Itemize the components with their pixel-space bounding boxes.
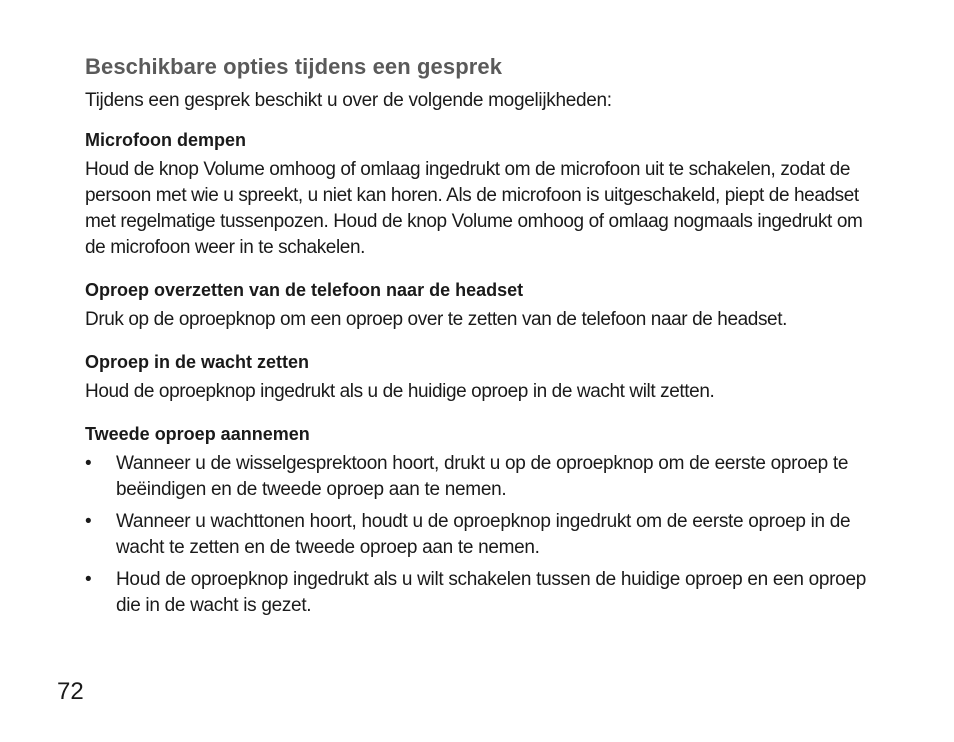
list-item bbox=[85, 451, 885, 503]
bullet-icon: • bbox=[85, 511, 92, 532]
section-body: Houd de oproepknop ingedrukt als u de huidige oproep in de wacht wilt zetten. bbox=[85, 381, 715, 402]
page-title: Beschikbare opties tijdens een gesprek bbox=[85, 54, 503, 79]
section-heading: Oproep in de wacht zetten bbox=[85, 352, 310, 372]
section-tweede-oproep bbox=[85, 421, 885, 619]
section-microfoon-dempen bbox=[85, 127, 885, 261]
section-heading: Tweede oproep aannemen bbox=[85, 424, 310, 444]
page-content bbox=[85, 52, 885, 625]
list-item-text: Houd de oproepknop ingedrukt als u wilt schakelen tussen de huidige oproep en een oproep die in de wacht is gezet. bbox=[116, 569, 866, 616]
list-item-text: Wanneer u wachttonen hoort, houdt u de oproepknop ingedrukt om de eerste oproep in de wacht te zetten en de tweede oproep aan te nemen. bbox=[116, 511, 851, 558]
section-oproep-in-wacht bbox=[85, 349, 885, 405]
bullet-list bbox=[85, 451, 885, 619]
bullet-icon: • bbox=[85, 569, 92, 590]
list-item-text: Wanneer u de wisselgesprektoon hoort, drukt u op de oproepknop om de eerste oproep te beëindigen en de tweede oproep aan te nemen. bbox=[116, 453, 849, 500]
intro-text: Tijdens een gesprek beschikt u over de volgende mogelijkheden: bbox=[85, 90, 612, 111]
list-item bbox=[85, 509, 885, 561]
section-heading: Microfoon dempen bbox=[85, 130, 246, 150]
section-body: Druk op de oproepknop om een oproep over te zetten van de telefoon naar de headset. bbox=[85, 309, 787, 330]
section-oproep-overzetten bbox=[85, 277, 885, 333]
section-heading: Oproep overzetten van de telefoon naar de headset bbox=[85, 280, 524, 300]
page-number: 72 bbox=[57, 678, 84, 705]
bullet-icon: • bbox=[85, 453, 92, 474]
section-body: Houd de knop Volume omhoog of omlaag ingedrukt om de microfoon uit te schakelen, zodat de persoon met wie u spreekt, u niet kan horen. Als de microfoon is uitgeschakeld, piept de headset met regelmatige tussenpozen. Houd de knop Volume omhoog of omlaag nogmaals ingedrukt om de microfoon weer in te schakelen. bbox=[85, 159, 863, 258]
list-item bbox=[85, 567, 885, 619]
